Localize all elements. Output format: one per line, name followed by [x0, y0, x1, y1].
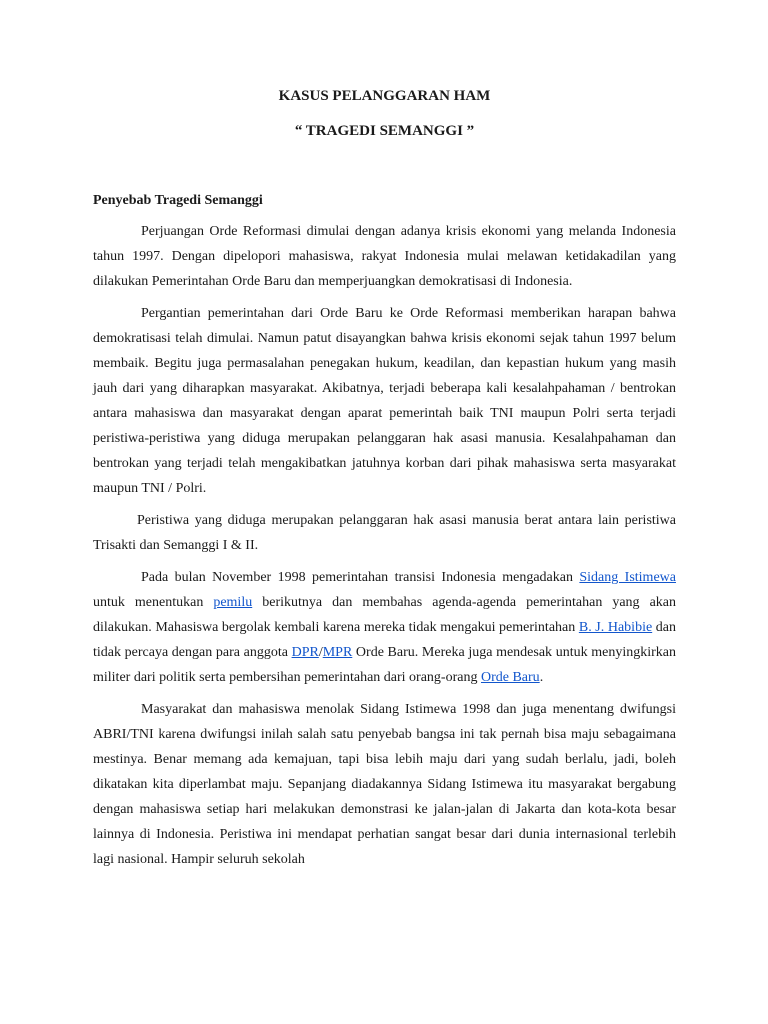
link-sidang-istimewa[interactable]: Sidang Istimewa	[579, 570, 676, 585]
paragraph-text: Orde Baru. Mereka juga mendesak untuk menyingkirkan militer dari politik serta pembersihan pemerintahan dari orang-orang	[93, 645, 676, 685]
link-orde-baru[interactable]: Orde Baru	[480, 670, 540, 685]
paragraph-text: dan tidak percaya dengan para anggota	[93, 620, 677, 660]
link-bj-habibie[interactable]: B. J. Habibie	[578, 620, 653, 635]
paragraph	[93, 219, 676, 294]
paragraph	[93, 508, 676, 558]
paragraph-text: Pada bulan November 1998 pemerintahan transisi Indonesia mengadakan	[141, 570, 580, 585]
section-heading: Penyebab Tragedi Semanggi	[93, 193, 263, 208]
document-title: KASUS PELANGGARAN HAM	[278, 88, 491, 104]
paragraph	[93, 301, 676, 501]
paragraph-text: berikutnya dan membahas agenda-agenda pemerintahan yang akan dilakukan. Mahasiswa bergolak kembali karena mereka tidak mengakui pemerintahan	[93, 595, 676, 635]
paragraph-text: Peristiwa yang diduga merupakan pelanggaran hak asasi manusia berat antara lain peristiwa Trisakti dan Semanggi I & II.	[93, 513, 676, 553]
link-pemilu[interactable]: pemilu	[213, 595, 253, 610]
document-subtitle: “ TRAGEDI SEMANGGI ”	[294, 123, 475, 139]
link-mpr[interactable]: MPR	[322, 645, 353, 660]
paragraph-text: Masyarakat dan mahasiswa menolak Sidang Istimewa 1998 dan juga menentang dwifungsi ABRI/TNI karena dwifungsi inilah salah satu penyebab bangsa ini tak pernah bisa maju sebagaimana mestinya. Benar memang ada kemajuan, tapi bisa lebih maju dari yang sudah berlalu, jadi, boleh dikatakan kita diperlambat maju. Sepanjang diadakannya Sidang Istimewa itu masyarakat bergabung dengan mahasiswa setiap hari melakukan demonstrasi ke jalan-jalan di Jakarta dan kota-kota besar lainnya di Indonesia. Peristiwa ini mendapat perhatian sangat besar dari dunia internasional terlebih lagi nasional. Hampir seluruh sekolah	[93, 702, 676, 867]
link-dpr[interactable]: DPR	[291, 645, 319, 660]
paragraph-text: untuk menentukan	[93, 595, 214, 610]
paragraph-text: Perjuangan Orde Reformasi dimulai dengan adanya krisis ekonomi yang melanda Indonesia tahun 1997. Dengan dipelopori mahasiswa, rakyat Indonesia mulai melawan ketidakadilan yang dilakukan Pemerintahan Orde Baru dan memperjuangkan demokratisasi di Indonesia.	[93, 224, 676, 289]
paragraph-text: .	[539, 670, 544, 685]
paragraph	[93, 697, 676, 872]
paragraph-text: Pergantian pemerintahan dari Orde Baru ke Orde Reformasi memberikan harapan bahwa demokratisasi telah dimulai. Namun patut disayangkan bahwa krisis ekonomi sejak tahun 1997 belum membaik. Begitu juga permasalahan penegakan hukum, keadilan, dan kepastian hukum yang masih jauh dari yang diharapkan masyarakat. Akibatnya, terjadi beberapa kali kesalahpahaman / bentrokan antara mahasiswa dan masyarakat dengan aparat pemerintah baik TNI maupun Polri serta terjadi peristiwa-peristiwa yang diduga merupakan pelanggaran hak asasi manusia. Kesalahpahaman dan bentrokan yang terjadi telah mengakibatkan jatuhnya korban dari pihak mahasiswa serta masyarakat maupun TNI / Polri.	[93, 306, 676, 496]
paragraph	[93, 565, 676, 690]
paragraph-text: /	[318, 645, 323, 660]
